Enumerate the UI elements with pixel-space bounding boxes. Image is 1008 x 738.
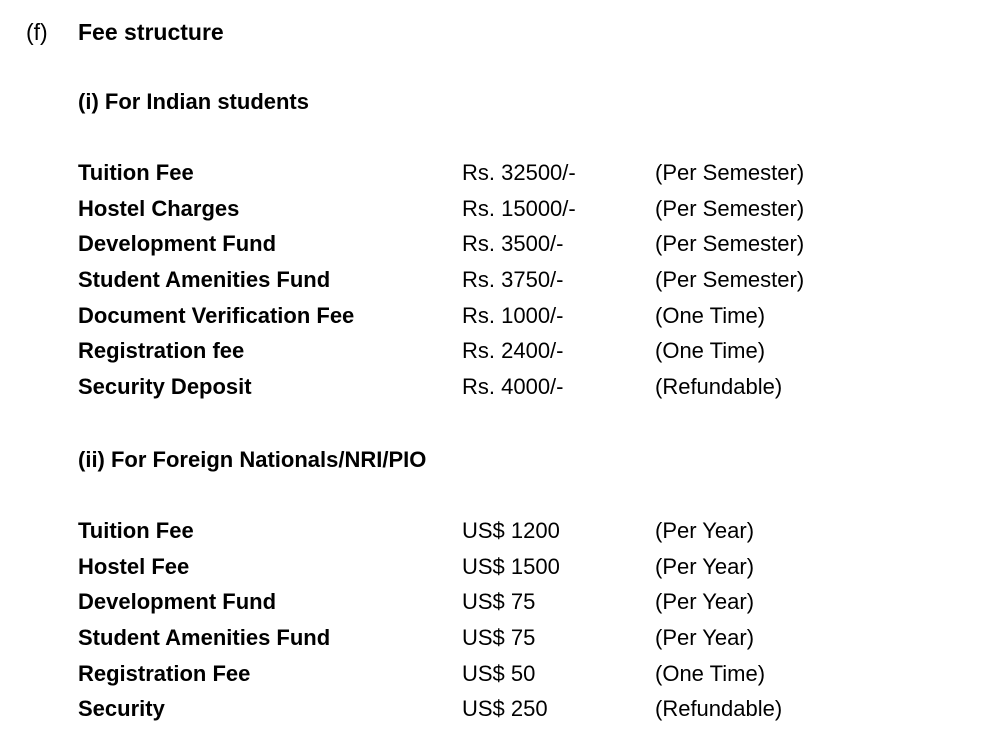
fee-note: (Per Year) xyxy=(655,518,755,543)
fee-label: Document Verification Fee xyxy=(78,302,355,328)
fee-amount: US$ 75 xyxy=(462,625,536,651)
fee-note: (One Time) xyxy=(655,660,766,686)
fee-label: Development Fund xyxy=(78,231,277,257)
section-heading: (i) For Indian students xyxy=(78,89,309,114)
fee-amount: Rs. 3750/- xyxy=(462,267,564,293)
fee-label: Hostel Charges xyxy=(78,195,240,221)
fee-row xyxy=(0,620,1008,656)
section-heading: (ii) For Foreign Nationals/NRI/PIO xyxy=(78,447,427,472)
fee-row xyxy=(0,513,1008,549)
fee-row xyxy=(0,155,1008,191)
fee-amount: Rs. 32500/- xyxy=(462,160,576,185)
fee-note: (Per Year) xyxy=(655,553,755,579)
fee-note: (Per Year) xyxy=(655,589,755,615)
fee-row xyxy=(0,262,1008,298)
fee-row xyxy=(0,191,1008,227)
fee-table-foreign-nationals xyxy=(0,513,1008,727)
fee-label: Tuition Fee xyxy=(78,518,194,543)
fee-label: Student Amenities Fund xyxy=(78,267,331,293)
fee-label: Registration fee xyxy=(78,338,245,364)
fee-note: (Refundable) xyxy=(655,696,783,722)
fee-row xyxy=(0,584,1008,620)
fee-row xyxy=(0,656,1008,692)
fee-label: Hostel Fee xyxy=(78,553,190,579)
fee-label: Tuition Fee xyxy=(78,160,194,185)
fee-amount: Rs. 2400/- xyxy=(462,338,564,364)
clause-marker: (f) xyxy=(26,19,48,45)
fee-row xyxy=(0,333,1008,369)
fee-note: (Per Semester) xyxy=(655,231,805,257)
fee-note: (Per Year) xyxy=(655,625,755,651)
fee-note: (One Time) xyxy=(655,302,766,328)
fee-note: (One Time) xyxy=(655,338,766,364)
clause-heading xyxy=(0,14,1008,50)
fee-amount: Rs. 3500/- xyxy=(462,231,564,257)
fee-amount: US$ 1500 xyxy=(462,553,560,579)
fee-row xyxy=(0,298,1008,334)
fee-amount: Rs. 4000/- xyxy=(462,374,564,400)
fee-row xyxy=(0,549,1008,585)
fee-label: Security xyxy=(78,696,165,722)
fee-row xyxy=(0,369,1008,405)
fee-note: (Per Semester) xyxy=(655,195,805,221)
fee-label: Security Deposit xyxy=(78,374,252,400)
fee-amount: US$ 1200 xyxy=(462,518,560,543)
fee-note: (Refundable) xyxy=(655,374,783,400)
fee-label: Development Fund xyxy=(78,589,277,615)
fee-label: Student Amenities Fund xyxy=(78,625,331,651)
fee-table-indian-students xyxy=(0,155,1008,405)
clause-title: Fee structure xyxy=(78,19,224,45)
fee-row xyxy=(0,691,1008,727)
fee-note: (Per Semester) xyxy=(655,160,805,185)
fee-note: (Per Semester) xyxy=(655,267,805,293)
fee-amount: Rs. 15000/- xyxy=(462,195,576,221)
fee-row xyxy=(0,226,1008,262)
fee-label: Registration Fee xyxy=(78,660,251,686)
fee-amount: US$ 75 xyxy=(462,589,536,615)
fee-amount: Rs. 1000/- xyxy=(462,302,564,328)
fee-amount: US$ 50 xyxy=(462,660,536,686)
fee-amount: US$ 250 xyxy=(462,696,548,722)
